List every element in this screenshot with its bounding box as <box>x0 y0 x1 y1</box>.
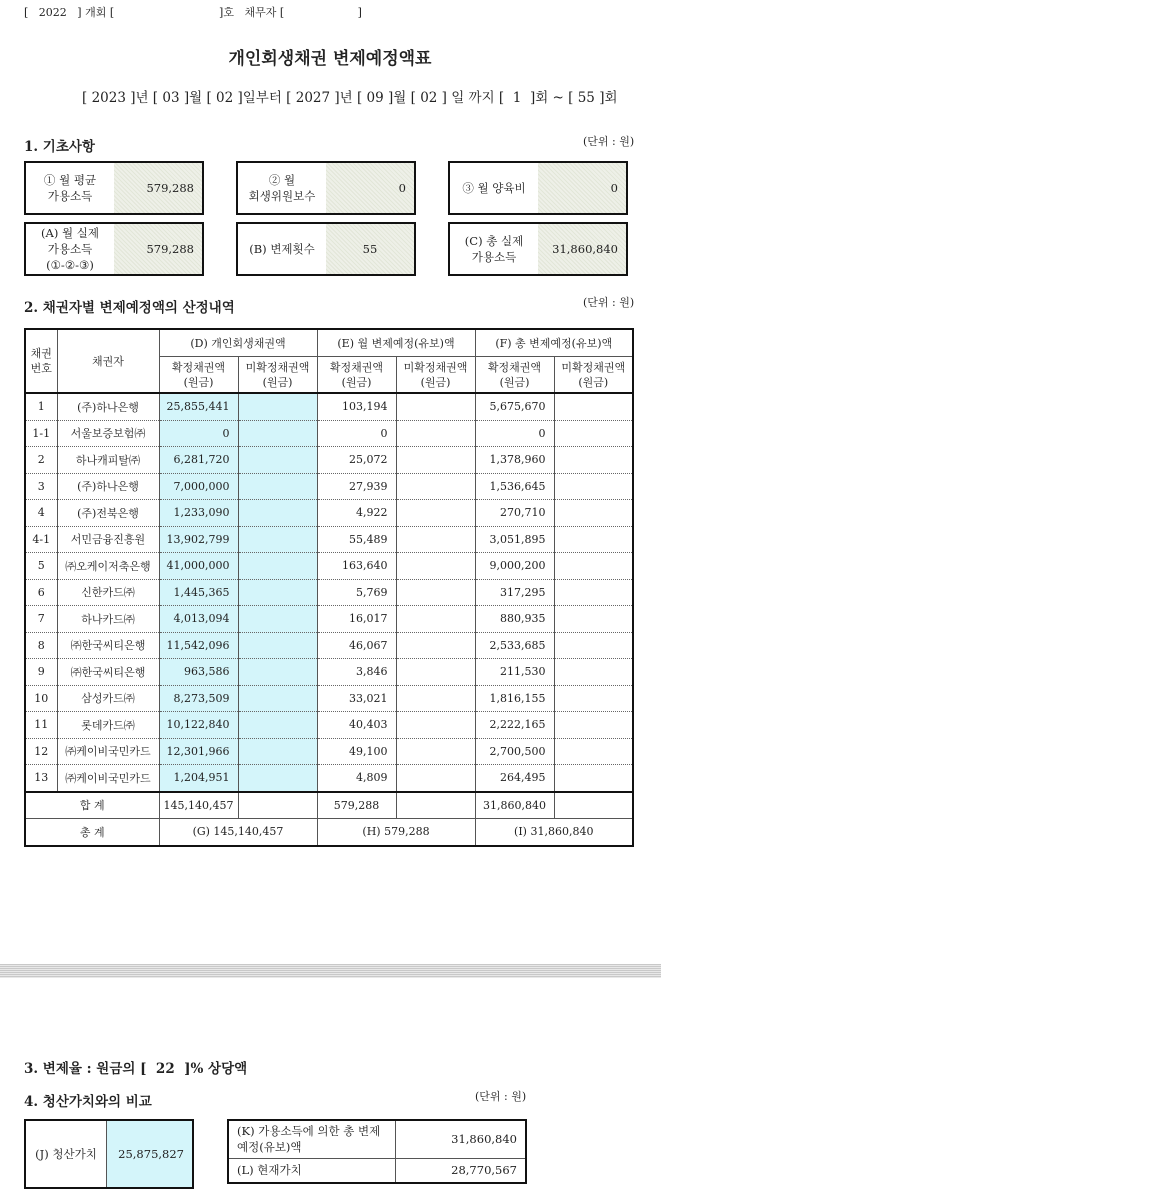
cell-e1: 40,403 <box>317 712 396 739</box>
cell-d1: 8,273,509 <box>159 685 238 712</box>
cell-d2 <box>238 500 317 527</box>
case-year: 2022 <box>38 6 67 19</box>
table-row <box>25 606 633 633</box>
header-confirmed: 확정채권액 (원금) <box>475 357 554 394</box>
cell-no: 5 <box>25 553 57 580</box>
cell-f2 <box>554 712 633 739</box>
payment-period: [ 2023 ]년 [ 03 ]월 [ 02 ]일부터 [ 2027 ]년 [ 09 ]월 [ 02 ] 일 까지 [ 1 ]회 ~ [ 55 ]회 <box>82 90 618 106</box>
section4-unit: (단위 : 원) <box>475 1090 527 1103</box>
box-label: (B) 변제횟수 <box>249 242 315 256</box>
cell-f1: 2,222,165 <box>475 712 554 739</box>
cell-e2 <box>396 473 475 500</box>
cell-f2 <box>554 447 633 474</box>
cell-creditor: 서울보증보험㈜ <box>57 420 159 447</box>
cell-creditor: (주)전북은행 <box>57 500 159 527</box>
table-row <box>25 393 633 420</box>
section4-title: 4. 청산가치와의 비교 <box>24 1094 152 1110</box>
cell-no: 8 <box>25 632 57 659</box>
cell-creditor: 롯데카드㈜ <box>57 712 159 739</box>
box-label: (C) 총 실제 가용소득 <box>464 234 524 264</box>
cell-creditor: ㈜한국씨티은행 <box>57 632 159 659</box>
repayment-rate: 22 <box>155 1061 175 1077</box>
box-value: 579,288 <box>114 163 202 213</box>
sum-label: 합 계 <box>25 792 159 819</box>
cell-e2 <box>396 553 475 580</box>
table-row <box>25 579 633 606</box>
case-header: [ 2022 ] 개회 [ ]호 채무자 [ ] <box>24 6 362 19</box>
k-label: (K) 가용소득에 의한 총 변제 예정(유보)액 <box>228 1120 396 1158</box>
sum-f1: 31,860,840 <box>475 792 554 819</box>
cell-d2 <box>238 685 317 712</box>
total-income-box <box>448 222 628 276</box>
cell-creditor: (주)하나은행 <box>57 393 159 420</box>
cell-no: 11 <box>25 712 57 739</box>
cell-d2 <box>238 473 317 500</box>
cell-f1: 3,051,895 <box>475 526 554 553</box>
l-label: (L) 현재가치 <box>228 1158 396 1183</box>
cell-f1: 9,000,200 <box>475 553 554 580</box>
cell-f1: 270,710 <box>475 500 554 527</box>
table-row <box>25 500 633 527</box>
cell-f1: 264,495 <box>475 765 554 792</box>
cell-f1: 0 <box>475 420 554 447</box>
cell-e1: 27,939 <box>317 473 396 500</box>
cell-d2 <box>238 712 317 739</box>
cell-f2 <box>554 606 633 633</box>
cell-e2 <box>396 393 475 420</box>
total-i: (I) 31,860,840 <box>475 819 633 846</box>
cell-no: 13 <box>25 765 57 792</box>
cell-e1: 103,194 <box>317 393 396 420</box>
cell-e2 <box>396 500 475 527</box>
page-break <box>0 964 661 978</box>
cell-d1: 10,122,840 <box>159 712 238 739</box>
cell-f1: 5,675,670 <box>475 393 554 420</box>
cell-d2 <box>238 606 317 633</box>
cell-creditor: ㈜케이비국민카드 <box>57 738 159 765</box>
header-no: 채권 번호 <box>25 329 57 393</box>
cell-creditor: (주)하나은행 <box>57 473 159 500</box>
header-unconfirmed: 미확정채권액 (원금) <box>238 357 317 394</box>
cell-f2 <box>554 579 633 606</box>
cell-e1: 4,922 <box>317 500 396 527</box>
cell-f2 <box>554 420 633 447</box>
box-value: 31,860,840 <box>538 224 626 274</box>
cell-d1: 11,542,096 <box>159 632 238 659</box>
table-row <box>25 765 633 792</box>
comparison-table <box>227 1119 527 1184</box>
repayment-table <box>24 328 634 847</box>
debtor-label: 채무자 <box>244 6 277 19</box>
cell-no: 4-1 <box>25 526 57 553</box>
box-label: ② 월 회생위원보수 <box>248 173 316 203</box>
cell-e1: 0 <box>317 420 396 447</box>
cell-d2 <box>238 526 317 553</box>
cell-f1: 211,530 <box>475 659 554 686</box>
cell-d2 <box>238 765 317 792</box>
cell-creditor: ㈜케이비국민카드 <box>57 765 159 792</box>
cell-no: 3 <box>25 473 57 500</box>
cell-e2 <box>396 606 475 633</box>
cell-d1: 963,586 <box>159 659 238 686</box>
cell-e1: 55,489 <box>317 526 396 553</box>
cell-e2 <box>396 712 475 739</box>
cell-d1: 1,445,365 <box>159 579 238 606</box>
cell-e1: 49,100 <box>317 738 396 765</box>
j-value: 25,875,827 <box>106 1121 192 1187</box>
sum-e1: 579,288 <box>317 792 396 819</box>
section1-title: 1. 기초사항 <box>24 139 95 155</box>
cell-e1: 33,021 <box>317 685 396 712</box>
cell-f1: 2,533,685 <box>475 632 554 659</box>
cell-d1: 25,855,441 <box>159 393 238 420</box>
section2-unit: (단위 : 원) <box>583 296 635 309</box>
cell-f2 <box>554 393 633 420</box>
total-label: 총 계 <box>25 819 159 846</box>
cell-no: 7 <box>25 606 57 633</box>
cell-d1: 1,233,090 <box>159 500 238 527</box>
cell-e2 <box>396 685 475 712</box>
cell-no: 10 <box>25 685 57 712</box>
cell-no: 12 <box>25 738 57 765</box>
cell-creditor: ㈜한국씨티은행 <box>57 659 159 686</box>
sum-d2 <box>238 792 317 819</box>
cell-f2 <box>554 765 633 792</box>
table-row <box>25 659 633 686</box>
cell-creditor: 하나카드㈜ <box>57 606 159 633</box>
box-label: ① 월 평균 가용소득 <box>43 173 97 203</box>
court-label: 개회 <box>85 6 107 19</box>
cell-e2 <box>396 659 475 686</box>
case-suffix: 호 <box>223 6 234 19</box>
cell-e1: 3,846 <box>317 659 396 686</box>
header-f: (F) 총 변제예정(유보)액 <box>475 329 633 357</box>
cell-e1: 5,769 <box>317 579 396 606</box>
cell-f1: 317,295 <box>475 579 554 606</box>
cell-d1: 1,204,951 <box>159 765 238 792</box>
header-creditor: 채권자 <box>57 329 159 393</box>
repayment-count-box <box>236 222 416 276</box>
section1-unit: (단위 : 원) <box>583 135 635 148</box>
table-row <box>25 632 633 659</box>
cell-d2 <box>238 393 317 420</box>
cell-d1: 13,902,799 <box>159 526 238 553</box>
j-label: (J) 청산가치 <box>35 1147 97 1161</box>
table-row <box>25 447 633 474</box>
cell-d2 <box>238 632 317 659</box>
cell-d2 <box>238 447 317 474</box>
cell-f2 <box>554 500 633 527</box>
cell-e1: 163,640 <box>317 553 396 580</box>
table-row <box>25 685 633 712</box>
l-value: 28,770,567 <box>396 1158 527 1183</box>
cell-d1: 7,000,000 <box>159 473 238 500</box>
table-row <box>25 553 633 580</box>
total-h: (H) 579,288 <box>317 819 475 846</box>
cell-d1: 41,000,000 <box>159 553 238 580</box>
cell-f1: 880,935 <box>475 606 554 633</box>
cell-e1: 16,017 <box>317 606 396 633</box>
child-support-box <box>448 161 628 215</box>
box-label: ③ 월 양육비 <box>462 181 526 195</box>
header-e: (E) 월 변제예정(유보)액 <box>317 329 475 357</box>
cell-e2 <box>396 765 475 792</box>
table-row <box>25 420 633 447</box>
cell-e2 <box>396 526 475 553</box>
cell-no: 1-1 <box>25 420 57 447</box>
cell-f1: 2,700,500 <box>475 738 554 765</box>
liquidation-value-box <box>24 1119 194 1189</box>
actual-income-box <box>24 222 204 276</box>
section2-title: 2. 채권자별 변제예정액의 산정내역 <box>24 300 235 316</box>
header-confirmed: 확정채권액 (원금) <box>159 357 238 394</box>
cell-d1: 6,281,720 <box>159 447 238 474</box>
header-confirmed: 확정채권액 (원금) <box>317 357 396 394</box>
cell-e1: 4,809 <box>317 765 396 792</box>
cell-d2 <box>238 579 317 606</box>
total-row <box>25 819 633 846</box>
cell-d2 <box>238 738 317 765</box>
sum-d1: 145,140,457 <box>159 792 238 819</box>
box-value: 55 <box>326 224 414 274</box>
cell-f1: 1,816,155 <box>475 685 554 712</box>
header-unconfirmed: 미확정채권액 (원금) <box>396 357 475 394</box>
cell-e1: 46,067 <box>317 632 396 659</box>
cell-f2 <box>554 632 633 659</box>
header-unconfirmed: 미확정채권액 (원금) <box>554 357 633 394</box>
cell-f1: 1,536,645 <box>475 473 554 500</box>
table-row <box>25 738 633 765</box>
cell-d1: 0 <box>159 420 238 447</box>
cell-no: 1 <box>25 393 57 420</box>
box-value: 0 <box>326 163 414 213</box>
commissioner-fee-box <box>236 161 416 215</box>
cell-creditor: 신한카드㈜ <box>57 579 159 606</box>
cell-e1: 25,072 <box>317 447 396 474</box>
section3-rate: 3. 변제율 : 원금의 [ 22 ]% 상당액 <box>24 1061 248 1077</box>
box-label: (A) 월 실제 가용소득 (①-②-③) <box>41 226 99 272</box>
cell-d1: 4,013,094 <box>159 606 238 633</box>
box-value: 579,288 <box>114 224 202 274</box>
table-row <box>25 526 633 553</box>
cell-f1: 1,378,960 <box>475 447 554 474</box>
cell-e2 <box>396 738 475 765</box>
cell-creditor: 서민금융진흥원 <box>57 526 159 553</box>
cell-no: 9 <box>25 659 57 686</box>
cell-f2 <box>554 738 633 765</box>
cell-no: 6 <box>25 579 57 606</box>
cell-f2 <box>554 659 633 686</box>
cell-d2 <box>238 659 317 686</box>
cell-creditor: 하나캐피탈㈜ <box>57 447 159 474</box>
sum-e2 <box>396 792 475 819</box>
cell-e2 <box>396 632 475 659</box>
cell-f2 <box>554 685 633 712</box>
cell-e2 <box>396 420 475 447</box>
cell-e2 <box>396 447 475 474</box>
avg-income-box <box>24 161 204 215</box>
cell-no: 2 <box>25 447 57 474</box>
header-d: (D) 개인회생채권액 <box>159 329 317 357</box>
cell-f2 <box>554 473 633 500</box>
cell-f2 <box>554 526 633 553</box>
table-row <box>25 473 633 500</box>
cell-d1: 12,301,966 <box>159 738 238 765</box>
k-value: 31,860,840 <box>396 1120 527 1158</box>
cell-creditor: ㈜오케이저축은행 <box>57 553 159 580</box>
box-value: 0 <box>538 163 626 213</box>
page-title: 개인회생채권 변제예정액표 <box>228 49 432 69</box>
cell-d2 <box>238 553 317 580</box>
cell-creditor: 삼성카드㈜ <box>57 685 159 712</box>
sum-f2 <box>554 792 633 819</box>
cell-no: 4 <box>25 500 57 527</box>
cell-e2 <box>396 579 475 606</box>
sum-row <box>25 792 633 819</box>
cell-f2 <box>554 553 633 580</box>
total-g: (G) 145,140,457 <box>159 819 317 846</box>
table-row <box>25 712 633 739</box>
cell-d2 <box>238 420 317 447</box>
